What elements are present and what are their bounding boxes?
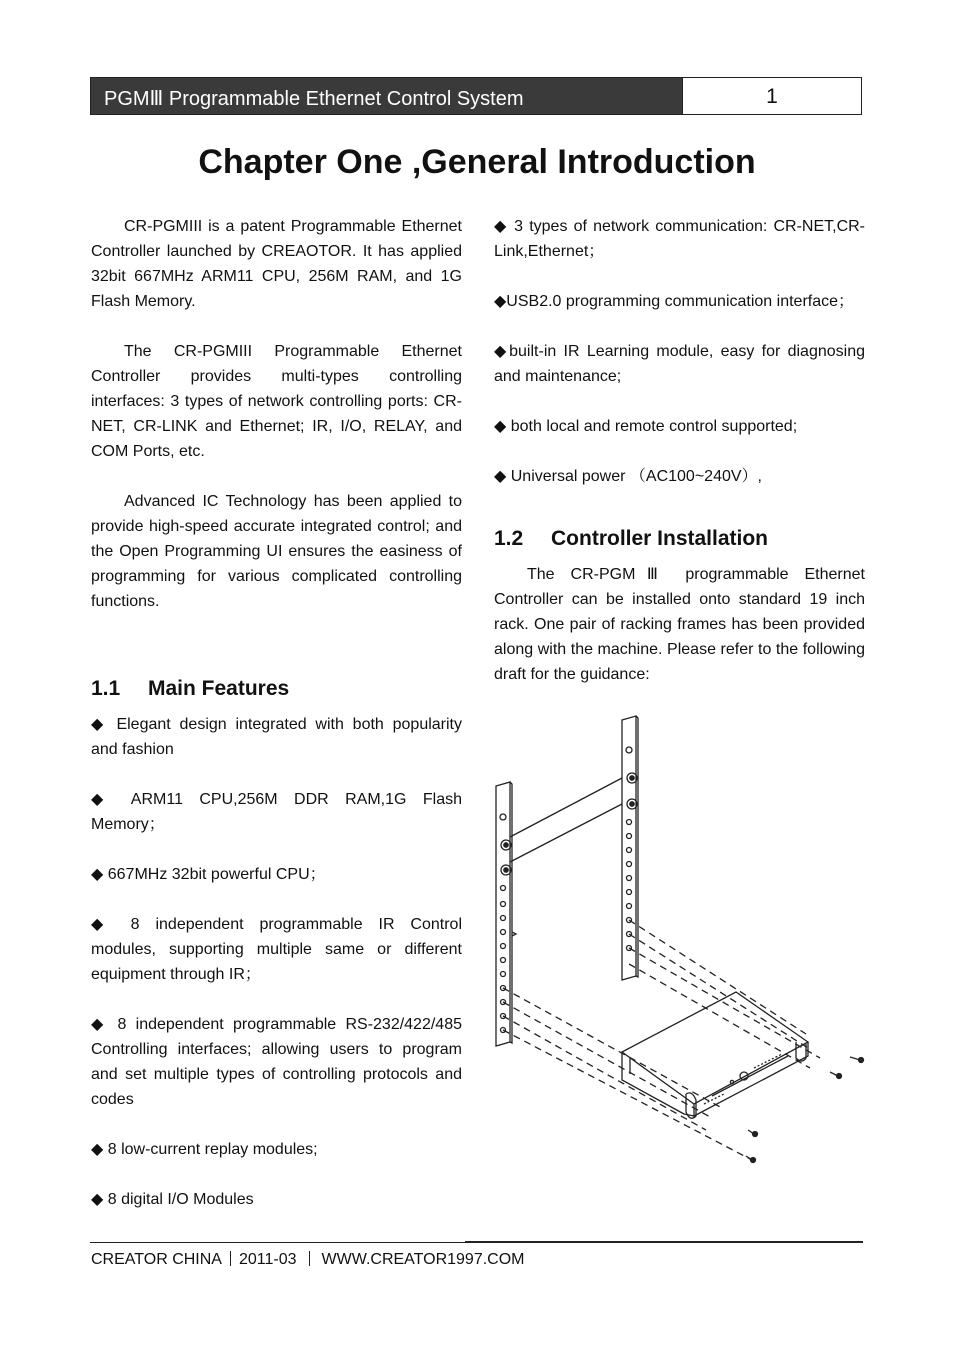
footer-separator xyxy=(309,1251,310,1266)
alignment-lines xyxy=(503,920,820,1160)
footer-divider xyxy=(90,1242,863,1243)
chapter-title: Chapter One ,General Introduction xyxy=(198,143,756,181)
intro-paragraph: The CR-PGMIII Programmable Ethernet Controller provides multi-types controlling interfaces: 3 types of network controlling ports: CR-NET, CR-LINK and Ethernet; IR, I/O, RELAY, and COM Ports, etc. xyxy=(91,343,462,460)
controller-chassis xyxy=(622,992,808,1118)
footer-company: CREATOR CHINA xyxy=(91,1251,222,1268)
feature-item: ◆ 8 low-current replay modules; xyxy=(91,1141,318,1158)
page-number: 1 xyxy=(682,78,861,114)
header-title: PGMⅢ Programmable Ethernet Control System xyxy=(91,78,682,114)
feature-item: ◆ 8 independent programmable RS-232/422/485 Controlling interfaces; allowing users to program and set multiple types of controlling protocols and codes xyxy=(91,1016,462,1108)
feature-item: ◆ 667MHz 32bit powerful CPU； xyxy=(91,866,326,883)
feature-item: ◆ both local and remote control supported; xyxy=(494,418,798,435)
feature-item: ◆USB2.0 programming communication interface； xyxy=(494,293,855,310)
page-footer xyxy=(91,1250,525,1270)
intro-paragraph: Advanced IC Technology has been applied to provide high-speed accurate integrated control; and the Open Programming UI ensures the easiness of programming for various complicated controlling functions. xyxy=(91,493,462,610)
footer-date: 2011-03 xyxy=(238,1251,297,1268)
right-rack-ear xyxy=(622,716,638,980)
feature-item: ◆ 3 types of network communication: CR-NET,CR-Link,Ethernet； xyxy=(494,218,865,260)
footer-divider-accent xyxy=(465,1241,863,1242)
feature-item: ◆ Elegant design integrated with both popularity and fashion xyxy=(91,716,462,758)
left-column xyxy=(91,214,462,1212)
section-title: Main Features xyxy=(148,677,290,700)
rack-installation-diagram xyxy=(490,712,870,1172)
right-column xyxy=(494,214,865,687)
feature-item: ◆ 8 digital I/O Modules xyxy=(91,1191,254,1208)
section-number: 1.2 xyxy=(494,527,524,550)
feature-item: ◆built-in IR Learning module, easy for diagnosing and maintenance; xyxy=(494,343,865,385)
installation-paragraph: The CR-PGMⅢ programmable Ethernet Controller can be installed onto standard 19 inch rack. One pair of racking frames has been provided along with the machine. Please refer to the following draft for the guidance: xyxy=(494,566,865,683)
feature-item: ◆ 8 independent programmable IR Control modules, supporting multiple same or different equipment through IR； xyxy=(91,916,462,983)
left-rack-ear xyxy=(496,782,516,1046)
mounting-screws xyxy=(746,1057,864,1163)
footer-separator xyxy=(230,1251,231,1266)
page-header xyxy=(90,77,862,115)
section-heading-controller-installation xyxy=(494,526,865,552)
intro-paragraph: CR-PGMIII is a patent Programmable Ethernet Controller launched by CREAOTOR. It has applied 32bit 667MHz ARM11 CPU, 256M RAM, and 1G Flash Memory. xyxy=(91,218,462,310)
section-heading-main-features xyxy=(91,676,462,702)
section-title: Controller Installation xyxy=(551,527,769,550)
feature-item: ◆ Universal power （AC100~240V）, xyxy=(494,468,762,485)
section-number: 1.1 xyxy=(91,677,121,700)
feature-item: ◆ ARM11 CPU,256M DDR RAM,1G Flash Memory； xyxy=(91,791,462,833)
footer-website: WWW.CREATOR1997.COM xyxy=(321,1251,525,1268)
